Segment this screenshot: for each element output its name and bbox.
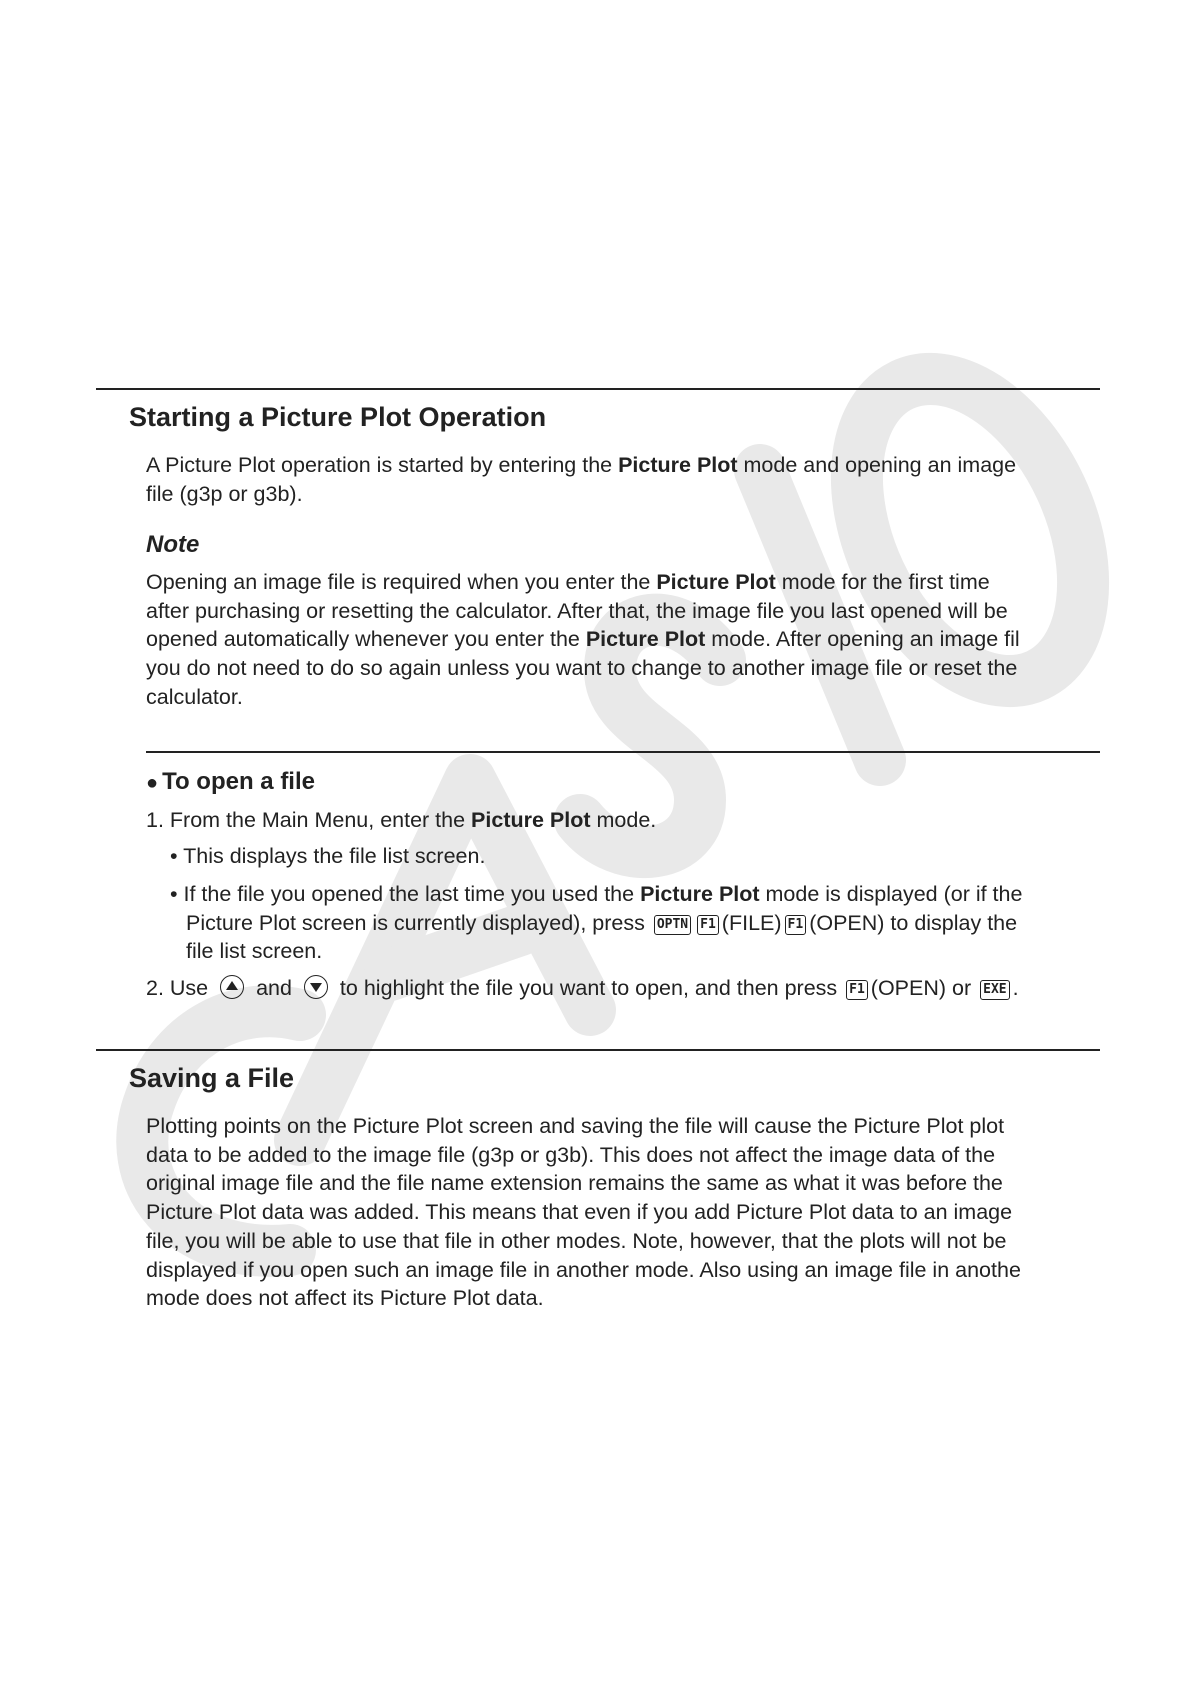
up-arrow-key-icon [220, 975, 244, 999]
procedure-heading: ● To open a file [146, 768, 315, 795]
procedure-divider [146, 751, 1100, 753]
step-1-sub-1: • This displays the file list screen. [170, 844, 486, 868]
section-divider [96, 1049, 1100, 1051]
section-divider [96, 388, 1100, 390]
down-arrow-key-icon [304, 975, 328, 999]
step-1: 1. From the Main Menu, enter the Picture Plot mode. [146, 808, 657, 832]
note-label: Note [146, 531, 200, 558]
intro-paragraph: A Picture Plot operation is started by entering the Picture Plot mode and opening an image file (g3p or g3b). [146, 453, 1017, 506]
f1-key-icon: F1 [697, 915, 719, 935]
optn-key-icon: OPTN [654, 915, 691, 935]
f1-key-icon: F1 [846, 980, 868, 1000]
note-paragraph: Opening an image file is required when you enter the Picture Plot mode for the first time after purchasing or resetting the calculator. After that, the image file you last opened will be opened automatically whenever you enter the Picture Plot mode. After opening an image fil you do not need to do so again unless you want to change to another image file or reset the calculator. [146, 570, 1020, 709]
step-1-sub-2: • If the file you opened the last time you used the Picture Plot mode is displayed (or if the Picture Plot screen is currently displayed), press OPTN F1 (FILE) F1 (OPEN) to display the file list screen. [170, 882, 1023, 964]
step-2: 2. Use and to highlight the file you want to open, and then press F1 (OPEN) or EXE . [146, 976, 1019, 1000]
section-heading-starting: Starting a Picture Plot Operation [129, 402, 547, 432]
f1-key-icon: F1 [785, 915, 807, 935]
exe-key-icon: EXE [980, 980, 1009, 1000]
section-heading-saving: Saving a File [129, 1063, 295, 1093]
saving-paragraph: Plotting points on the Picture Plot screen and saving the file will cause the Picture Plot plot data to be added to the image file (g3p or g3b). This does not affect the image data of the original image file and the file name extension remains the same as what it was before the Picture Plot data was added. This means that even if you add Picture Plot data to an image file, you will be able to use that file in other modes. Note, however, that the plots will not be displayed if you open such an image file in another mode. Also using an image file in anothe mode does not affect its Picture Plot data. [146, 1114, 1021, 1311]
bullet-icon: ● [146, 772, 159, 794]
